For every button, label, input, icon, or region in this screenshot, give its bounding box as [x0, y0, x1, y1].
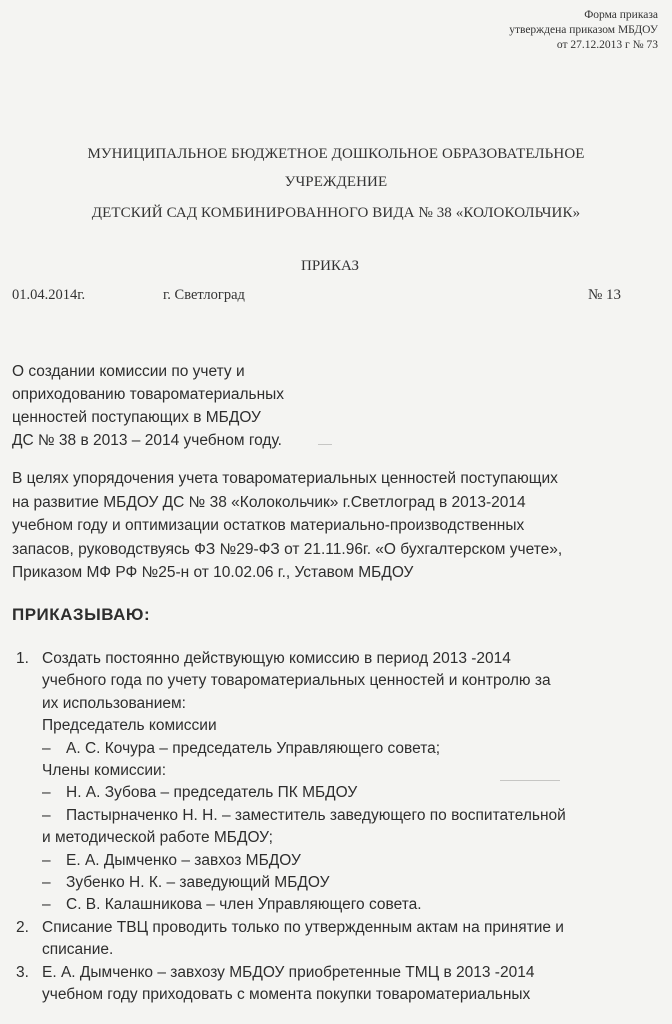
dash: – — [42, 806, 51, 824]
order-heading: ПРИКАЗЫВАЮ: — [12, 605, 151, 624]
item-text: Создать постоянно действующую комиссию в период 2013 -2014 — [42, 650, 511, 667]
subject-line: О создании комиссии по учету и — [12, 363, 245, 380]
dash: – — [42, 739, 51, 757]
org-line: УЧРЕЖДЕНИЕ — [284, 174, 388, 190]
subject-line: ДС № 38 в 2013 – 2014 учебном году. — [12, 432, 282, 449]
item-text: учебного года по учету товароматериальных ценностей и контролю за — [42, 672, 551, 690]
item-number: 1. — [16, 650, 29, 667]
list-item — [0, 648, 668, 670]
item-text: Е. А. Дымченко – завхозу МБДОУ приобретенные ТМЦ в 2013 -2014 — [42, 963, 535, 981]
preamble-line: Приказом МФ РФ №25-н от 10.02.06 г., Уставом МБДОУ — [12, 564, 414, 581]
item-text: Списание ТВЦ проводить только по утвержденным актам на принятие и — [42, 918, 564, 936]
document-title: ПРИКАЗ — [301, 258, 359, 274]
form-note-line: Форма приказа — [584, 9, 658, 21]
list-item-continuation — [0, 984, 668, 1006]
item-text: Е. А. Дымченко – завхоз МБДОУ — [66, 851, 301, 869]
commission-members-label — [0, 760, 668, 782]
list-item — [0, 917, 668, 939]
list-item-continuation — [0, 693, 668, 715]
list-item — [0, 962, 668, 984]
commission-member — [0, 850, 668, 872]
item-text: и методической работе МБДОУ; — [42, 829, 273, 847]
commission-chair-label — [0, 715, 668, 737]
item-text: С. В. Калашникова – член Управляющего совета. — [66, 896, 422, 914]
item-text: списание. — [42, 941, 114, 959]
dash: – — [42, 851, 51, 869]
form-note-line: утверждена приказом МБДОУ — [509, 24, 658, 36]
item-text: Пастырначенко Н. Н. – заместитель заведующего по воспитательной — [66, 806, 566, 824]
preamble-line: В целях упорядочения учета товароматериальных ценностей поступающих — [12, 470, 558, 487]
org-line: МУНИЦИПАЛЬНОЕ БЮДЖЕТНОЕ ДОШКОЛЬНОЕ ОБРАЗОВАТЕЛЬНОЕ — [87, 146, 585, 162]
commission-chair — [0, 738, 668, 760]
dash: – — [42, 874, 51, 892]
commission-member — [0, 894, 668, 916]
item-number: 3. — [16, 963, 29, 981]
order-items-list — [0, 648, 668, 1007]
preamble-line: на развитие МБДОУ ДС № 38 «Колокольчик» г.Светлоград в 2013-2014 — [12, 493, 526, 511]
item-text: Председатель комиссии — [42, 717, 217, 735]
item-number: 2. — [16, 918, 29, 936]
order-number: № 13 — [588, 287, 622, 303]
commission-member — [0, 805, 668, 827]
commission-member — [0, 872, 668, 894]
item-text: Н. А. Зубова – председатель ПК МБДОУ — [66, 784, 358, 802]
subject-line: ценностей поступающих в МБДОУ — [12, 409, 261, 426]
order-date: 01.04.2014г. — [12, 287, 86, 303]
organization-header — [20, 140, 652, 227]
form-approval-note — [509, 8, 658, 53]
commission-member — [0, 782, 668, 804]
order-subject — [12, 360, 284, 452]
scan-mark — [318, 444, 332, 445]
subject-line: оприходованию товароматериальных — [12, 386, 285, 403]
order-city: г. Светлоград — [163, 287, 245, 303]
item-text: Члены комиссии: — [42, 762, 167, 780]
org-line: ДЕТСКИЙ САД КОМБИНИРОВАННОГО ВИДА № 38 «КОЛОКОЛЬЧИК» — [91, 205, 581, 221]
order-preamble — [12, 467, 662, 585]
dash: – — [42, 784, 51, 802]
preamble-line: учебном году и оптимизации остатков материально-производственных — [12, 517, 525, 534]
scan-mark — [500, 780, 560, 781]
list-item-continuation — [0, 670, 668, 692]
item-text: Зубенко Н. К. – заведующий МБДОУ — [66, 874, 330, 892]
commission-member-continuation — [0, 827, 668, 849]
item-text: А. С. Кочура – председатель Управляющего совета; — [66, 739, 441, 757]
form-note-line: от 27.12.2013 г № 73 — [556, 39, 658, 51]
preamble-line: запасов, руководствуясь ФЗ №29-ФЗ от 21.11.96г. «О бухгалтерском учете», — [12, 540, 563, 558]
dash: – — [42, 896, 51, 914]
item-text: учебном году приходовать с момента покупки товароматериальных — [42, 986, 531, 1004]
list-item-continuation — [0, 939, 668, 961]
item-text: их использованием: — [42, 694, 186, 712]
